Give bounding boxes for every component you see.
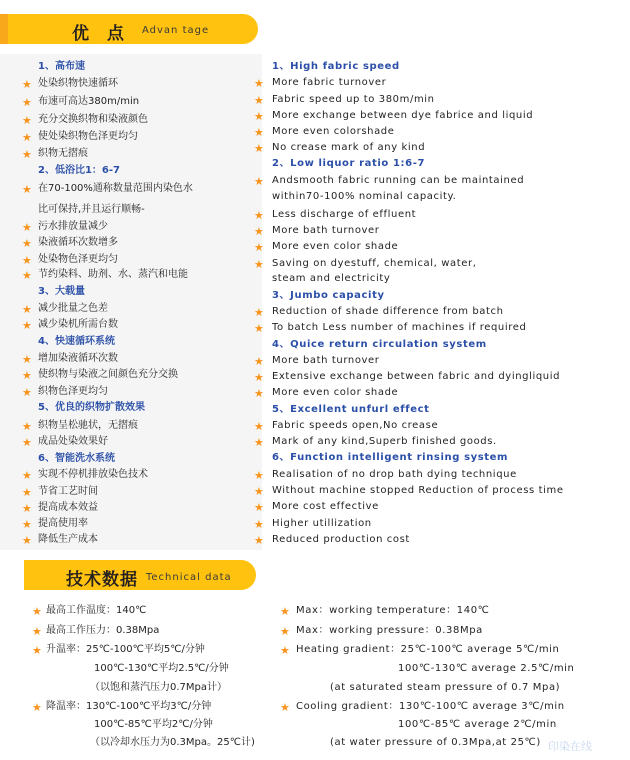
advantage-item-en: Extensive exchange between fabric and dyingliquid [272, 371, 561, 382]
advantage-heading-en: 3、Jumbo capacity [272, 290, 385, 301]
star-icon: ★ [22, 303, 32, 316]
advantage-item-en: More even colorshade [272, 126, 395, 137]
star-icon: ★ [22, 486, 32, 499]
star-icon: ★ [22, 148, 32, 161]
star-icon: ★ [22, 131, 32, 144]
advantage-item-en: More fabric turnover [272, 77, 387, 88]
technical-line-zh: 100℃-130℃平均2.5℃/分钟 [94, 663, 229, 674]
star-icon: ★ [22, 420, 32, 433]
advantage-item-zh: 减少批量之色差 [38, 303, 108, 314]
advantage-item-en: More bath turnover [272, 225, 380, 236]
star-icon: ★ [254, 258, 264, 271]
advantage-item-zh: 提高成本效益 [38, 502, 98, 513]
technical-line-zh: 最高工作温度：140℃ [46, 605, 147, 616]
advantage-item-en: Saving on dyestuff, chemical, water, [272, 258, 477, 269]
star-icon: ★ [254, 241, 264, 254]
technical-line-en: 100℃-130℃ average 2.5℃/min [398, 663, 575, 674]
technical-line-en: Max：working temperature：140℃ [296, 605, 490, 616]
advantage-item-en: Mark of any kind,Superb finished goods. [272, 436, 497, 447]
advantage-heading-en: 1、High fabric speed [272, 61, 400, 72]
advantage-item-en: within70-100% nominal capacity. [272, 191, 457, 202]
technical-line-en: (at water pressure of 0.3Mpa,at 25℃) [330, 737, 541, 748]
advantage-item-zh: 在70-100%通称数量范围内染色水 [38, 183, 193, 194]
star-icon: ★ [22, 254, 32, 267]
star-icon: ★ [280, 644, 290, 657]
advantage-item-zh: 布速可高达380m/min [38, 96, 140, 107]
star-icon: ★ [254, 209, 264, 222]
advantage-item-en: Higher utillization [272, 518, 372, 529]
star-icon: ★ [22, 436, 32, 449]
advantage-heading-zh: 5、优良的织物扩散效果 [38, 402, 145, 413]
advantage-item-zh: 减少染机所需台数 [38, 319, 118, 330]
star-icon: ★ [22, 114, 32, 127]
star-icon: ★ [254, 469, 264, 482]
star-icon: ★ [22, 353, 32, 366]
advantage-item-zh: 充分交换织物和染液颜色 [38, 114, 148, 125]
star-icon: ★ [22, 502, 32, 515]
advantage-heading-zh: 2、低浴比1：6-7 [38, 165, 120, 176]
star-icon: ★ [22, 518, 32, 531]
technical-line-zh: 升温率：25℃-100℃平均5℃/分钟 [46, 644, 205, 655]
advantage-item-zh: 织物呈松驰状，无摺痕 [38, 420, 138, 431]
star-icon: ★ [22, 269, 32, 282]
advantage-item-en: Realisation of no drop bath dying technique [272, 469, 517, 480]
advantage-item-zh: 节省工艺时间 [38, 486, 98, 497]
star-icon: ★ [22, 221, 32, 234]
star-icon: ★ [280, 701, 290, 714]
star-icon: ★ [22, 469, 32, 482]
advantage-item-en: More exchange between dye fabrice and liquid [272, 110, 534, 121]
star-icon: ★ [254, 518, 264, 531]
star-icon: ★ [254, 355, 264, 368]
advantage-item-en: Fabric speeds open,No crease [272, 420, 439, 431]
technical-line-zh: （以饱和蒸汽压力0.7Mpa计） [90, 682, 228, 693]
advantage-item-en: Fabric speed up to 380m/min [272, 94, 435, 105]
star-icon: ★ [22, 386, 32, 399]
technical-title-en: Technical data [146, 572, 232, 583]
advantages-title-en: Advan tage [142, 25, 210, 36]
technical-line-zh: 100℃-85℃平均2℃/分钟 [94, 719, 213, 730]
advantage-item-en: Andsmooth fabric running can be maintained [272, 175, 525, 186]
star-icon: ★ [254, 322, 264, 335]
star-icon: ★ [254, 387, 264, 400]
star-icon: ★ [254, 142, 264, 155]
star-icon: ★ [254, 436, 264, 449]
technical-line-en: 100℃-85℃ average 2℃/min [398, 719, 557, 730]
advantage-item-en: Reduced production cost [272, 534, 410, 545]
advantage-item-zh: 提高使用率 [38, 518, 88, 529]
star-icon: ★ [32, 605, 42, 618]
technical-line-en: Max：working pressure：0.38Mpa [296, 625, 483, 636]
advantage-heading-zh: 3、大载量 [38, 286, 85, 297]
technical-line-en: Cooling gradient：130℃-100℃ average 3℃/min [296, 701, 565, 712]
advantage-heading-en: 4、Quice return circulation system [272, 339, 487, 350]
star-icon: ★ [22, 96, 32, 109]
star-icon: ★ [254, 420, 264, 433]
star-icon: ★ [280, 625, 290, 638]
star-icon: ★ [254, 77, 264, 90]
star-icon: ★ [32, 625, 42, 638]
star-icon: ★ [254, 501, 264, 514]
advantage-item-zh: 染液循环次数增多 [38, 237, 118, 248]
advantage-heading-en: 6、Function intelligent rinsing system [272, 452, 509, 463]
advantage-item-zh: 处染织物快速循环 [38, 78, 118, 89]
star-icon: ★ [254, 371, 264, 384]
technical-title-zh: 技术数据 [66, 570, 138, 590]
advantage-item-en: More bath turnover [272, 355, 380, 366]
star-icon: ★ [32, 644, 42, 657]
watermark: 印染在线 [548, 740, 592, 753]
star-icon: ★ [254, 485, 264, 498]
star-icon: ★ [22, 319, 32, 332]
advantage-item-zh: 使织物与染液之间颜色充分交换 [38, 369, 178, 380]
advantage-item-en: Reduction of shade difference from batch [272, 306, 504, 317]
advantage-heading-zh: 6、智能洗水系统 [38, 453, 115, 464]
advantage-item-en: No crease mark of any kind [272, 142, 426, 153]
advantage-item-zh: 比可保持,并且运行顺畅- [38, 204, 145, 215]
technical-line-zh: 最高工作压力：0.38Mpa [46, 625, 160, 636]
advantage-item-en: To batch Less number of machines if required [272, 322, 527, 333]
technical-line-zh: 降温率：130℃-100℃平均3℃/分钟 [46, 701, 212, 712]
advantage-item-zh: 增加染液循环次数 [38, 353, 118, 364]
advantage-item-zh: 污水排放量减少 [38, 221, 108, 232]
technical-line-en: Heating gradient：25℃-100℃ average 5℃/min [296, 644, 560, 655]
advantage-item-en: Without machine stopped Reduction of process time [272, 485, 564, 496]
star-icon: ★ [254, 534, 264, 547]
star-icon: ★ [22, 78, 32, 91]
advantage-heading-zh: 4、快速循环系统 [38, 336, 115, 347]
advantage-item-zh: 织物无摺痕 [38, 148, 88, 159]
advantage-item-zh: 降低生产成本 [38, 534, 98, 545]
advantage-item-zh: 处染物色泽更均匀 [38, 254, 118, 265]
technical-line-zh: （以冷却水压力为0.3Mpa。25℃计) [90, 737, 255, 748]
star-icon: ★ [254, 94, 264, 107]
star-icon: ★ [22, 237, 32, 250]
star-icon: ★ [254, 306, 264, 319]
star-icon: ★ [22, 183, 32, 196]
star-icon: ★ [280, 605, 290, 618]
advantage-heading-en: 2、Low liquor ratio 1:6-7 [272, 158, 425, 169]
advantage-item-en: More even color shade [272, 387, 399, 398]
star-icon: ★ [22, 369, 32, 382]
advantage-heading-zh: 1、高布速 [38, 61, 85, 72]
star-icon: ★ [254, 126, 264, 139]
star-icon: ★ [32, 701, 42, 714]
advantage-item-en: Less discharge of effluent [272, 209, 417, 220]
star-icon: ★ [22, 534, 32, 547]
advantage-heading-en: 5、Excellent unfurl effect [272, 404, 430, 415]
advantages-title-zh: 优 点 [72, 24, 130, 44]
star-icon: ★ [254, 175, 264, 188]
technical-line-en: (at saturated steam pressure of 0.7 Mpa) [330, 682, 561, 693]
advantage-item-zh: 使处染织物色泽更均匀 [38, 131, 138, 142]
advantage-item-en: More even color shade [272, 241, 399, 252]
star-icon: ★ [254, 225, 264, 238]
advantage-item-zh: 织物色泽更均匀 [38, 386, 108, 397]
advantage-item-zh: 节约染料、助剂、水、蒸汽和电能 [38, 269, 188, 280]
advantage-item-zh: 成品处染效果好 [38, 436, 108, 447]
star-icon: ★ [254, 110, 264, 123]
advantage-item-en: More cost effective [272, 501, 379, 512]
advantage-item-zh: 实现不停机排放染色技术 [38, 469, 148, 480]
advantage-item-en: steam and electricity [272, 273, 391, 284]
